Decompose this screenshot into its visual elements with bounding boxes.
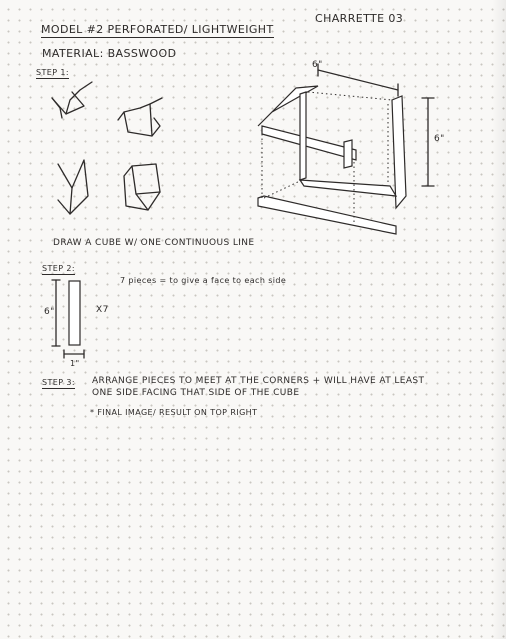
step1-caption: DRAW A CUBE W/ ONE CONTINUOUS LINE — [53, 238, 255, 248]
piece-height-label: 6" — [44, 307, 55, 317]
step1-label: STEP 1: — [36, 68, 69, 77]
cube-line-sketch-1 — [52, 82, 92, 118]
final-cube-drawing — [258, 64, 434, 234]
step3-line2: ONE SIDE FACING THAT SIDE OF THE CUBE — [92, 388, 300, 398]
cube-height-label: 6" — [434, 134, 445, 144]
step3-note: * FINAL IMAGE/ RESULT ON TOP RIGHT — [90, 408, 258, 417]
piece-quantity-label: X7 — [96, 305, 109, 315]
cube-width-label: 6" — [312, 60, 323, 70]
piece-width-label: 1" — [70, 359, 80, 368]
cube-line-sketch-3 — [58, 160, 88, 214]
material-label: MATERIAL: BASSWOOD — [42, 47, 177, 60]
step2-note: 7 pieces = to give a face to each side — [120, 276, 287, 285]
cube-line-sketch-2 — [118, 98, 162, 136]
step3-label: STEP 3: — [42, 378, 75, 387]
cube-line-sketch-4 — [124, 164, 160, 210]
step3-line1: ARRANGE PIECES TO MEET AT THE CORNERS + WILL HAVE AT LEAST — [92, 376, 425, 386]
model-title: MODEL #2 PERFORATED/ LIGHTWEIGHT — [41, 23, 274, 36]
basswood-piece-drawing — [52, 280, 84, 358]
charrette-label: CHARRETTE 03 — [315, 12, 404, 25]
step2-label: STEP 2: — [42, 264, 75, 273]
page-edge-shadow — [492, 0, 506, 639]
